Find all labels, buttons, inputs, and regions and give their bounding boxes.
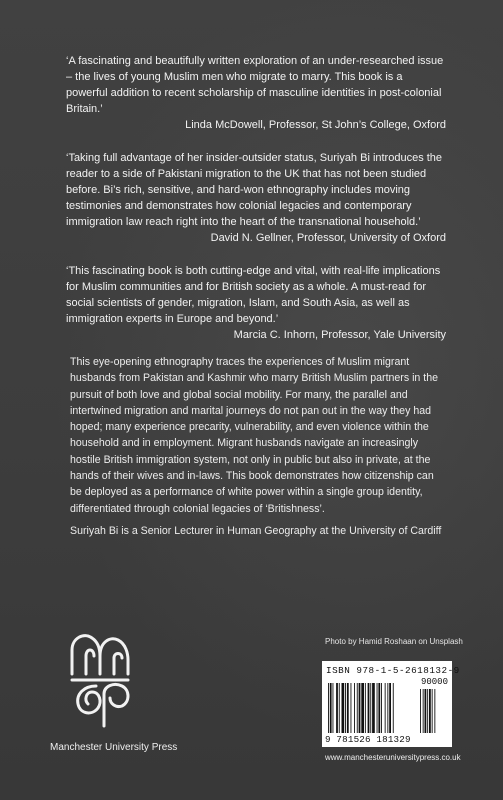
barcode-bar — [378, 683, 380, 733]
endorsements — [66, 53, 446, 360]
publisher-logo — [66, 628, 140, 728]
publisher-website: www.manchesteruniversitypress.co.uk — [325, 753, 461, 762]
barcode-bar — [393, 683, 394, 733]
photo-credit: Photo by Hamid Roshaan on Unsplash — [325, 637, 463, 646]
barcode-bar — [354, 683, 355, 733]
barcode-bar — [339, 683, 340, 733]
endorsement-attribution: Marcia C. Inhorn, Professor, Yale University — [233, 329, 446, 341]
barcode-bar — [365, 683, 366, 733]
barcode-bar — [389, 683, 391, 733]
addon-bar — [420, 689, 421, 733]
addon-bar — [434, 689, 435, 733]
addon-bar — [432, 689, 433, 733]
addon-bar — [425, 689, 427, 733]
isbn-number: ISBN 978-1-5-2618132-9 — [326, 665, 460, 676]
endorsement-2 — [66, 150, 446, 246]
barcode-bar — [387, 683, 388, 733]
barcode-bar — [342, 683, 345, 733]
barcode-bar — [385, 683, 386, 733]
endorsement-attribution: David N. Gellner, Professor, University of Oxford — [210, 232, 446, 244]
barcode-bar — [381, 683, 382, 733]
endorsement-3 — [66, 263, 446, 343]
barcode-bar — [361, 683, 364, 733]
barcode-bar — [336, 683, 338, 733]
endorsement-1 — [66, 53, 446, 133]
barcode-bar — [359, 683, 361, 733]
barcode-bar — [347, 683, 349, 733]
barcode-bar — [328, 683, 329, 733]
endorsement-attribution: Linda McDowell, Professor, St John’s College, Oxford — [185, 119, 446, 131]
isbn-barcode — [322, 661, 460, 747]
addon-bar — [427, 689, 428, 733]
barcode-bar — [351, 683, 352, 733]
barcode-bars — [326, 675, 448, 733]
endorsement-quote: ‘This fascinating book is both cutting-edge and vital, with real-life implications for Muslim communities and for British society as a whole. A must-read for social scientists of gender, migration, Islam, and South Asia, as well as immigration experts in Europe and beyond.’ — [66, 265, 441, 325]
barcode-bar — [345, 683, 346, 733]
author-bio: Suriyah Bi is a Senior Lecturer in Human Geography at the University of Cardiff — [70, 525, 442, 537]
price-code: 90000 — [420, 677, 448, 687]
barcode-bar — [357, 683, 358, 733]
barcode-bar — [372, 683, 375, 733]
barcode-digits: 9 781526 181329 — [325, 734, 411, 745]
barcode-bar — [330, 683, 332, 733]
publisher-name: Manchester University Press — [50, 742, 178, 753]
barcode-bar — [333, 683, 334, 733]
description-text: This eye-opening ethnography traces the experiences of Muslim migrant husbands from Pakistan and Kashmir who marry British Muslim partners in the pursuit of both love and global social mobility. For many, the parallel and intertwined migration and marital journeys do not pan out in the way they had hoped; many experience precarity, vulnerability, and even violence within the household and in employment. Migrant husbands navigate an increasingly hostile British immigration system, not only in public but also in private, at the hands of their wives and in-laws. This book demonstrates how citizenship can be deployed as a performance of white power within a single group identity, differentiated through colonial legacies of ‘Britishness’. — [70, 356, 438, 515]
barcode-bar — [377, 683, 378, 733]
barcode-bar — [368, 683, 370, 733]
book-description — [70, 354, 448, 517]
endorsement-quote: ‘A fascinating and beautifully written exploration of an under-researched issue – the lives of young Muslim men who migrate to marry. This book is a powerful addition to recent scholarship of masculine identities in post-colonial Britain.’ — [66, 55, 444, 115]
addon-bar — [423, 689, 424, 733]
barcode-bar — [370, 683, 371, 733]
addon-bar — [429, 689, 431, 733]
endorsement-quote: ‘Taking full advantage of her insider-outsider status, Suriyah Bi introduces the reader to a side of Pakistani migration to the UK that has not been studied before. Bi’s rich, sensitive, and hard-won ethnography includes moving testimonies and demonstrates how colonial legacies and contemporary immigration law reach right into the heart of the transnational household.’ — [66, 152, 443, 228]
